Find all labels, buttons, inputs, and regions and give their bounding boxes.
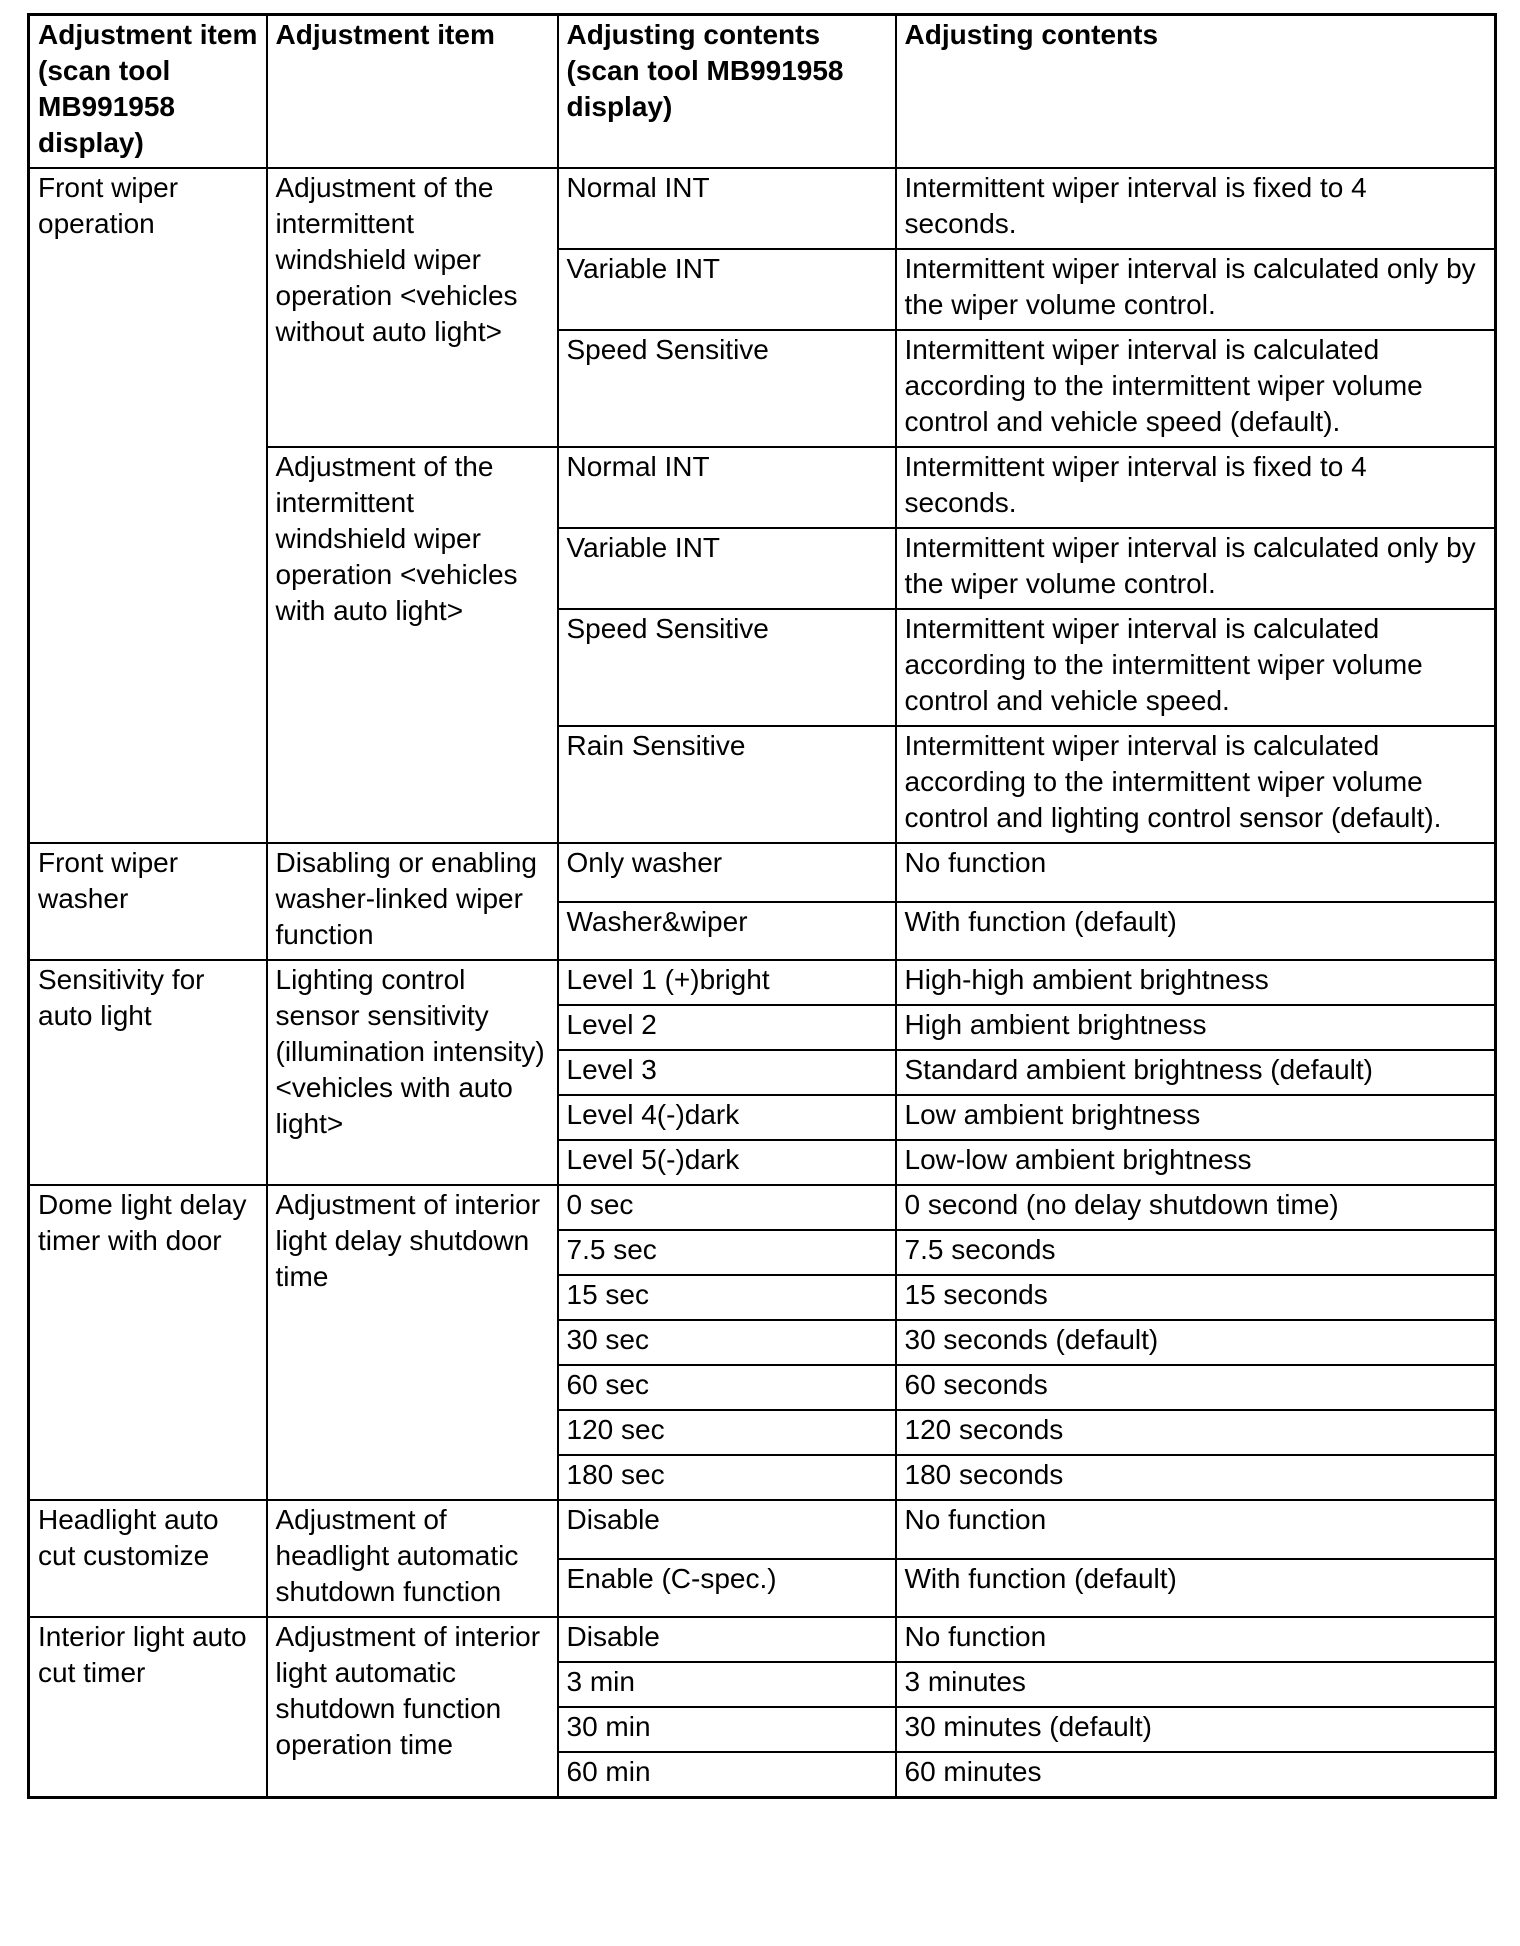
- adjusting-contents-display-cell: 3 min: [558, 1662, 896, 1707]
- adjusting-contents-display-cell: Level 3: [558, 1050, 896, 1095]
- adjusting-contents-cell: Intermittent wiper interval is fixed to 4 seconds.: [896, 168, 1496, 249]
- adjustment-item-cell: Adjustment of interior light delay shutdown time: [267, 1185, 558, 1500]
- adjusting-contents-display-cell: Only washer: [558, 843, 896, 902]
- adjusting-contents-cell: Intermittent wiper interval is calculated according to the intermittent wiper volume control and vehicle speed.: [896, 609, 1496, 726]
- adjusting-contents-cell: No function: [896, 1500, 1496, 1559]
- adjusting-contents-cell: Intermittent wiper interval is calculated only by the wiper volume control.: [896, 249, 1496, 330]
- adjustment-item-cell: Adjustment of headlight automatic shutdown function: [267, 1500, 558, 1617]
- adjusting-contents-cell: No function: [896, 843, 1496, 902]
- adjusting-contents-cell: 7.5 seconds: [896, 1230, 1496, 1275]
- adjusting-contents-cell: Low ambient brightness: [896, 1095, 1496, 1140]
- adjusting-contents-cell: No function: [896, 1617, 1496, 1662]
- adjusting-contents-display-cell: Normal INT: [558, 447, 896, 528]
- adjusting-contents-display-cell: Enable (C-spec.): [558, 1559, 896, 1618]
- adjusting-contents-display-cell: Variable INT: [558, 528, 896, 609]
- table-body: [29, 168, 1496, 1798]
- adjusting-contents-cell: 3 minutes: [896, 1662, 1496, 1707]
- adjusting-contents-display-cell: Disable: [558, 1617, 896, 1662]
- adjusting-contents-cell: 30 seconds (default): [896, 1320, 1496, 1365]
- adjusting-contents-cell: 30 minutes (default): [896, 1707, 1496, 1752]
- adjusting-contents-cell: With function (default): [896, 902, 1496, 961]
- adjusting-contents-cell: High-high ambient brightness: [896, 960, 1496, 1005]
- adjusting-contents-cell: Intermittent wiper interval is calculated only by the wiper volume control.: [896, 528, 1496, 609]
- adjusting-contents-cell: 180 seconds: [896, 1455, 1496, 1500]
- adjusting-contents-cell: 0 second (no delay shutdown time): [896, 1185, 1496, 1230]
- adjusting-contents-cell: 15 seconds: [896, 1275, 1496, 1320]
- header-adjusting-contents-display: Adjusting contents (scan tool MB991958 display): [558, 15, 896, 169]
- header-adjustment-item: Adjustment item: [267, 15, 558, 169]
- adjustment-table: [27, 13, 1497, 1799]
- adjusting-contents-display-cell: 7.5 sec: [558, 1230, 896, 1275]
- table-header: [29, 15, 1496, 169]
- adjustment-item-display-cell: Dome light delay timer with door: [29, 1185, 267, 1500]
- adjusting-contents-cell: 120 seconds: [896, 1410, 1496, 1455]
- adjustment-item-display-cell: Front wiper operation: [29, 168, 267, 843]
- adjusting-contents-cell: 60 minutes: [896, 1752, 1496, 1798]
- adjusting-contents-cell: High ambient brightness: [896, 1005, 1496, 1050]
- header-adjusting-contents: Adjusting contents: [896, 15, 1496, 169]
- adjusting-contents-display-cell: Level 5(-)dark: [558, 1140, 896, 1185]
- adjusting-contents-cell: With function (default): [896, 1559, 1496, 1618]
- adjusting-contents-cell: Low-low ambient brightness: [896, 1140, 1496, 1185]
- adjusting-contents-display-cell: 30 min: [558, 1707, 896, 1752]
- table-row: [29, 843, 1496, 902]
- adjusting-contents-display-cell: Washer&wiper: [558, 902, 896, 961]
- adjustment-item-display-cell: Interior light auto cut timer: [29, 1617, 267, 1798]
- table-row: [29, 960, 1496, 1005]
- adjustment-item-cell: Adjustment of the intermittent windshield wiper operation <vehicles with auto light>: [267, 447, 558, 843]
- adjusting-contents-display-cell: 60 min: [558, 1752, 896, 1798]
- table-row: [29, 1185, 1496, 1230]
- adjusting-contents-display-cell: 0 sec: [558, 1185, 896, 1230]
- adjusting-contents-display-cell: 120 sec: [558, 1410, 896, 1455]
- adjustment-item-display-cell: Headlight auto cut customize: [29, 1500, 267, 1617]
- adjustment-item-cell: Disabling or enabling washer-linked wiper function: [267, 843, 558, 960]
- adjusting-contents-display-cell: 180 sec: [558, 1455, 896, 1500]
- adjusting-contents-display-cell: 15 sec: [558, 1275, 896, 1320]
- adjustment-item-display-cell: Front wiper washer: [29, 843, 267, 960]
- adjustment-item-display-cell: Sensitivity for auto light: [29, 960, 267, 1185]
- adjusting-contents-display-cell: 60 sec: [558, 1365, 896, 1410]
- header-row: [29, 15, 1496, 169]
- table-row: [29, 1617, 1496, 1662]
- adjusting-contents-display-cell: Level 2: [558, 1005, 896, 1050]
- adjusting-contents-display-cell: Level 1 (+)bright: [558, 960, 896, 1005]
- adjustment-item-cell: Lighting control sensor sensitivity (illumination intensity) <vehicles with auto light>: [267, 960, 558, 1185]
- adjusting-contents-cell: 60 seconds: [896, 1365, 1496, 1410]
- adjusting-contents-display-cell: Level 4(-)dark: [558, 1095, 896, 1140]
- adjustment-item-cell: Adjustment of the intermittent windshield wiper operation <vehicles without auto light>: [267, 168, 558, 447]
- adjusting-contents-display-cell: Rain Sensitive: [558, 726, 896, 843]
- adjusting-contents-cell: Standard ambient brightness (default): [896, 1050, 1496, 1095]
- table-row: [29, 1500, 1496, 1559]
- adjusting-contents-display-cell: Variable INT: [558, 249, 896, 330]
- adjusting-contents-cell: Intermittent wiper interval is fixed to 4 seconds.: [896, 447, 1496, 528]
- adjusting-contents-display-cell: Disable: [558, 1500, 896, 1559]
- adjusting-contents-cell: Intermittent wiper interval is calculated according to the intermittent wiper volume control and lighting control sensor (default).: [896, 726, 1496, 843]
- adjusting-contents-display-cell: Speed Sensitive: [558, 330, 896, 447]
- adjusting-contents-display-cell: 30 sec: [558, 1320, 896, 1365]
- adjusting-contents-cell: Intermittent wiper interval is calculated according to the intermittent wiper volume control and vehicle speed (default).: [896, 330, 1496, 447]
- adjusting-contents-display-cell: Normal INT: [558, 168, 896, 249]
- adjusting-contents-display-cell: Speed Sensitive: [558, 609, 896, 726]
- header-adjustment-item-display: Adjustment item (scan tool MB991958 display): [29, 15, 267, 169]
- adjustment-item-cell: Adjustment of interior light automatic shutdown function operation time: [267, 1617, 558, 1798]
- table-row: [29, 168, 1496, 249]
